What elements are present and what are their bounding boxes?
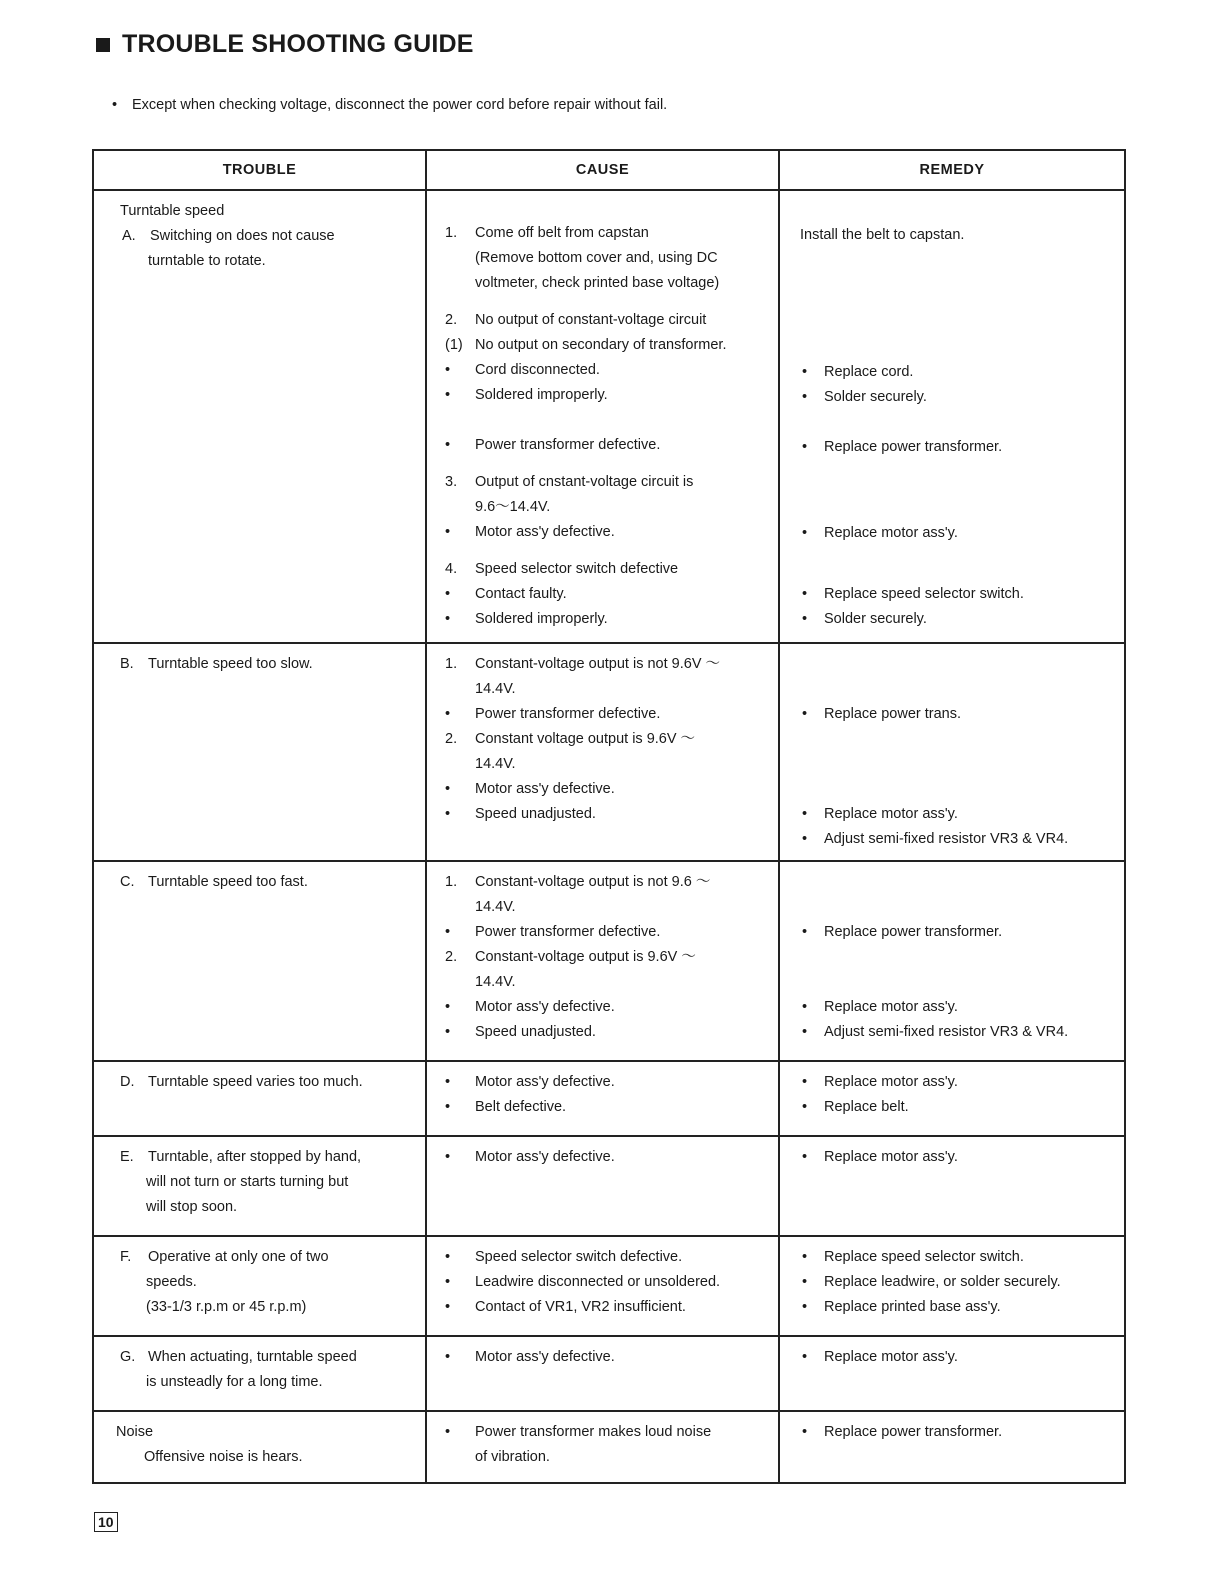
cause-line: (1) No output on secondary of transformer.: [445, 337, 727, 353]
cause-line: 2. Constant-voltage output is 9.6V ～: [445, 949, 696, 965]
table-row: [93, 1411, 1125, 1483]
cause-line: • Contact of VR1, VR2 insufficient.: [445, 1299, 686, 1315]
cause-cell: [426, 1236, 779, 1336]
bullet-icon: •: [112, 97, 118, 113]
cause-line: • Soldered improperly.: [445, 387, 608, 403]
trouble-text: Turntable speed too slow.: [148, 656, 313, 672]
remedy-line: • Replace cord.: [802, 364, 914, 380]
remedy-line: • Replace belt.: [802, 1099, 909, 1115]
trouble-text: is unsteadly for a long time.: [146, 1374, 323, 1390]
cause-line: 1. Constant-voltage output is not 9.6V ～: [445, 656, 721, 672]
remedy-line: • Replace motor ass'y.: [802, 1349, 958, 1365]
cause-line: (Remove bottom cover and, using DC: [475, 250, 718, 266]
trouble-marker: G.: [120, 1349, 136, 1365]
page-number: 10: [94, 1512, 118, 1532]
trouble-heading: Turntable speed: [120, 203, 225, 219]
cause-line: of vibration.: [475, 1449, 550, 1465]
trouble-text: Operative at only one of two: [148, 1249, 329, 1265]
cause-line: • Motor ass'y defective.: [445, 999, 615, 1015]
trouble-marker: E.: [120, 1149, 134, 1165]
trouble-text: will not turn or starts turning but: [146, 1174, 349, 1190]
cause-line: • Power transformer defective.: [445, 437, 661, 453]
remedy-line: • Replace printed base ass'y.: [802, 1299, 1001, 1315]
caution-note: [112, 97, 667, 113]
cause-line: • Speed selector switch defective.: [445, 1249, 683, 1265]
remedy-line: • Replace speed selector switch.: [802, 586, 1024, 602]
remedy-line: • Replace motor ass'y.: [802, 806, 958, 822]
cause-line: 14.4V.: [475, 899, 516, 915]
page-title: [96, 30, 474, 59]
trouble-text: will stop soon.: [146, 1199, 238, 1215]
remedy-cell: [779, 190, 1125, 643]
trouble-text: Turntable, after stopped by hand,: [148, 1149, 362, 1165]
header-cause: CAUSE: [426, 150, 779, 190]
remedy-line: • Replace speed selector switch.: [802, 1249, 1024, 1265]
trouble-cell: [93, 861, 426, 1061]
remedy-line: • Replace power trans.: [802, 706, 962, 722]
trouble-cell: [93, 1061, 426, 1136]
table-row: [93, 1236, 1125, 1336]
cause-line: voltmeter, check printed base voltage): [475, 275, 720, 291]
cause-line: • Motor ass'y defective.: [445, 1349, 615, 1365]
cause-line: • Speed unadjusted.: [445, 1024, 596, 1040]
remedy-line: • Replace power transformer.: [802, 1424, 1003, 1440]
remedy-line: • Adjust semi-fixed resistor VR3 & VR4.: [802, 1024, 1069, 1040]
cause-cell: [426, 861, 779, 1061]
cause-line: • Power transformer defective.: [445, 924, 661, 940]
header-remedy: REMEDY: [779, 150, 1125, 190]
trouble-marker: B.: [120, 656, 134, 672]
cause-line: 14.4V.: [475, 756, 516, 772]
trouble-shooting-table: [92, 149, 1126, 1484]
trouble-text: Turntable speed too fast.: [148, 874, 308, 890]
trouble-cell: [93, 1136, 426, 1236]
remedy-line: • Replace power transformer.: [802, 439, 1003, 455]
trouble-text: When actuating, turntable speed: [148, 1349, 357, 1365]
cause-line: • Contact faulty.: [445, 586, 567, 602]
remedy-line: Install the belt to capstan.: [800, 227, 965, 243]
remedy-line: • Replace power transformer.: [802, 924, 1003, 940]
cause-line: 4. Speed selector switch defective: [445, 561, 679, 577]
cause-line: 1. Constant-voltage output is not 9.6 ～: [445, 874, 711, 890]
cause-line: • Cord disconnected.: [445, 362, 600, 378]
cause-line: 2. Constant voltage output is 9.6V ～: [445, 731, 696, 747]
trouble-text: Turntable speed varies too much.: [148, 1074, 363, 1090]
table-row: [93, 1136, 1125, 1236]
cause-line: • Leadwire disconnected or unsoldered.: [445, 1274, 721, 1290]
remedy-line: • Replace motor ass'y.: [802, 1074, 958, 1090]
cause-line: • Power transformer makes loud noise: [445, 1424, 712, 1440]
remedy-cell: [779, 1336, 1125, 1411]
trouble-text: speeds.: [146, 1274, 197, 1290]
caution-note-text: Except when checking voltage, disconnect the power cord before repair without fail.: [132, 97, 668, 113]
trouble-marker: D.: [120, 1074, 135, 1090]
header-trouble: TROUBLE: [93, 150, 426, 190]
remedy-line: • Solder securely.: [802, 611, 927, 627]
title-text: TROUBLE SHOOTING GUIDE: [122, 30, 474, 58]
cause-line: 3. Output of cnstant-voltage circuit is: [445, 474, 694, 490]
cause-cell: [426, 190, 779, 643]
trouble-cell: [93, 1236, 426, 1336]
cause-cell: [426, 1411, 779, 1483]
cause-line: 1. Come off belt from capstan: [445, 225, 649, 241]
remedy-line: • Adjust semi-fixed resistor VR3 & VR4.: [802, 831, 1069, 847]
trouble-marker: F.: [120, 1249, 132, 1265]
remedy-cell: [779, 1061, 1125, 1136]
table-row: [93, 190, 1125, 643]
remedy-cell: [779, 643, 1125, 861]
remedy-cell: [779, 1411, 1125, 1483]
square-bullet-icon: [96, 38, 110, 52]
trouble-cell: [93, 1336, 426, 1411]
trouble-cell: [93, 1411, 426, 1483]
table-row: [93, 643, 1125, 861]
cause-line: • Belt defective.: [445, 1099, 567, 1115]
remedy-line: • Solder securely.: [802, 389, 927, 405]
cause-line: • Speed unadjusted.: [445, 806, 596, 822]
cause-line: 14.4V.: [475, 974, 516, 990]
remedy-line: • Replace motor ass'y.: [802, 525, 958, 541]
trouble-text: Switching on does not cause: [150, 228, 335, 244]
remedy-line: • Replace motor ass'y.: [802, 999, 958, 1015]
cause-cell: [426, 1336, 779, 1411]
cause-line: • Motor ass'y defective.: [445, 1074, 615, 1090]
cause-line: 9.6～14.4V.: [475, 499, 551, 515]
trouble-text: turntable to rotate.: [148, 253, 266, 269]
cause-line: 2. No output of constant-voltage circuit: [445, 312, 707, 328]
cause-line: • Motor ass'y defective.: [445, 524, 615, 540]
trouble-marker: C.: [120, 874, 135, 890]
remedy-cell: [779, 1136, 1125, 1236]
trouble-cell: [93, 190, 426, 643]
remedy-line: • Replace leadwire, or solder securely.: [802, 1274, 1061, 1290]
table-row: [93, 1061, 1125, 1136]
table-row: [93, 1336, 1125, 1411]
cause-line: • Motor ass'y defective.: [445, 1149, 615, 1165]
remedy-line: • Replace motor ass'y.: [802, 1149, 958, 1165]
trouble-cell: [93, 643, 426, 861]
cause-line: • Power transformer defective.: [445, 706, 661, 722]
table-header-row: [93, 150, 1125, 190]
cause-cell: [426, 1061, 779, 1136]
remedy-cell: [779, 861, 1125, 1061]
trouble-text: Offensive noise is hears.: [144, 1449, 303, 1465]
trouble-heading: Noise: [116, 1424, 154, 1440]
cause-cell: [426, 643, 779, 861]
cause-line: • Soldered improperly.: [445, 611, 608, 627]
trouble-marker: A.: [122, 228, 136, 244]
cause-line: • Motor ass'y defective.: [445, 781, 615, 797]
trouble-text: (33-1/3 r.p.m or 45 r.p.m): [146, 1299, 307, 1315]
table-row: [93, 861, 1125, 1061]
cause-cell: [426, 1136, 779, 1236]
remedy-cell: [779, 1236, 1125, 1336]
cause-line: 14.4V.: [475, 681, 516, 697]
